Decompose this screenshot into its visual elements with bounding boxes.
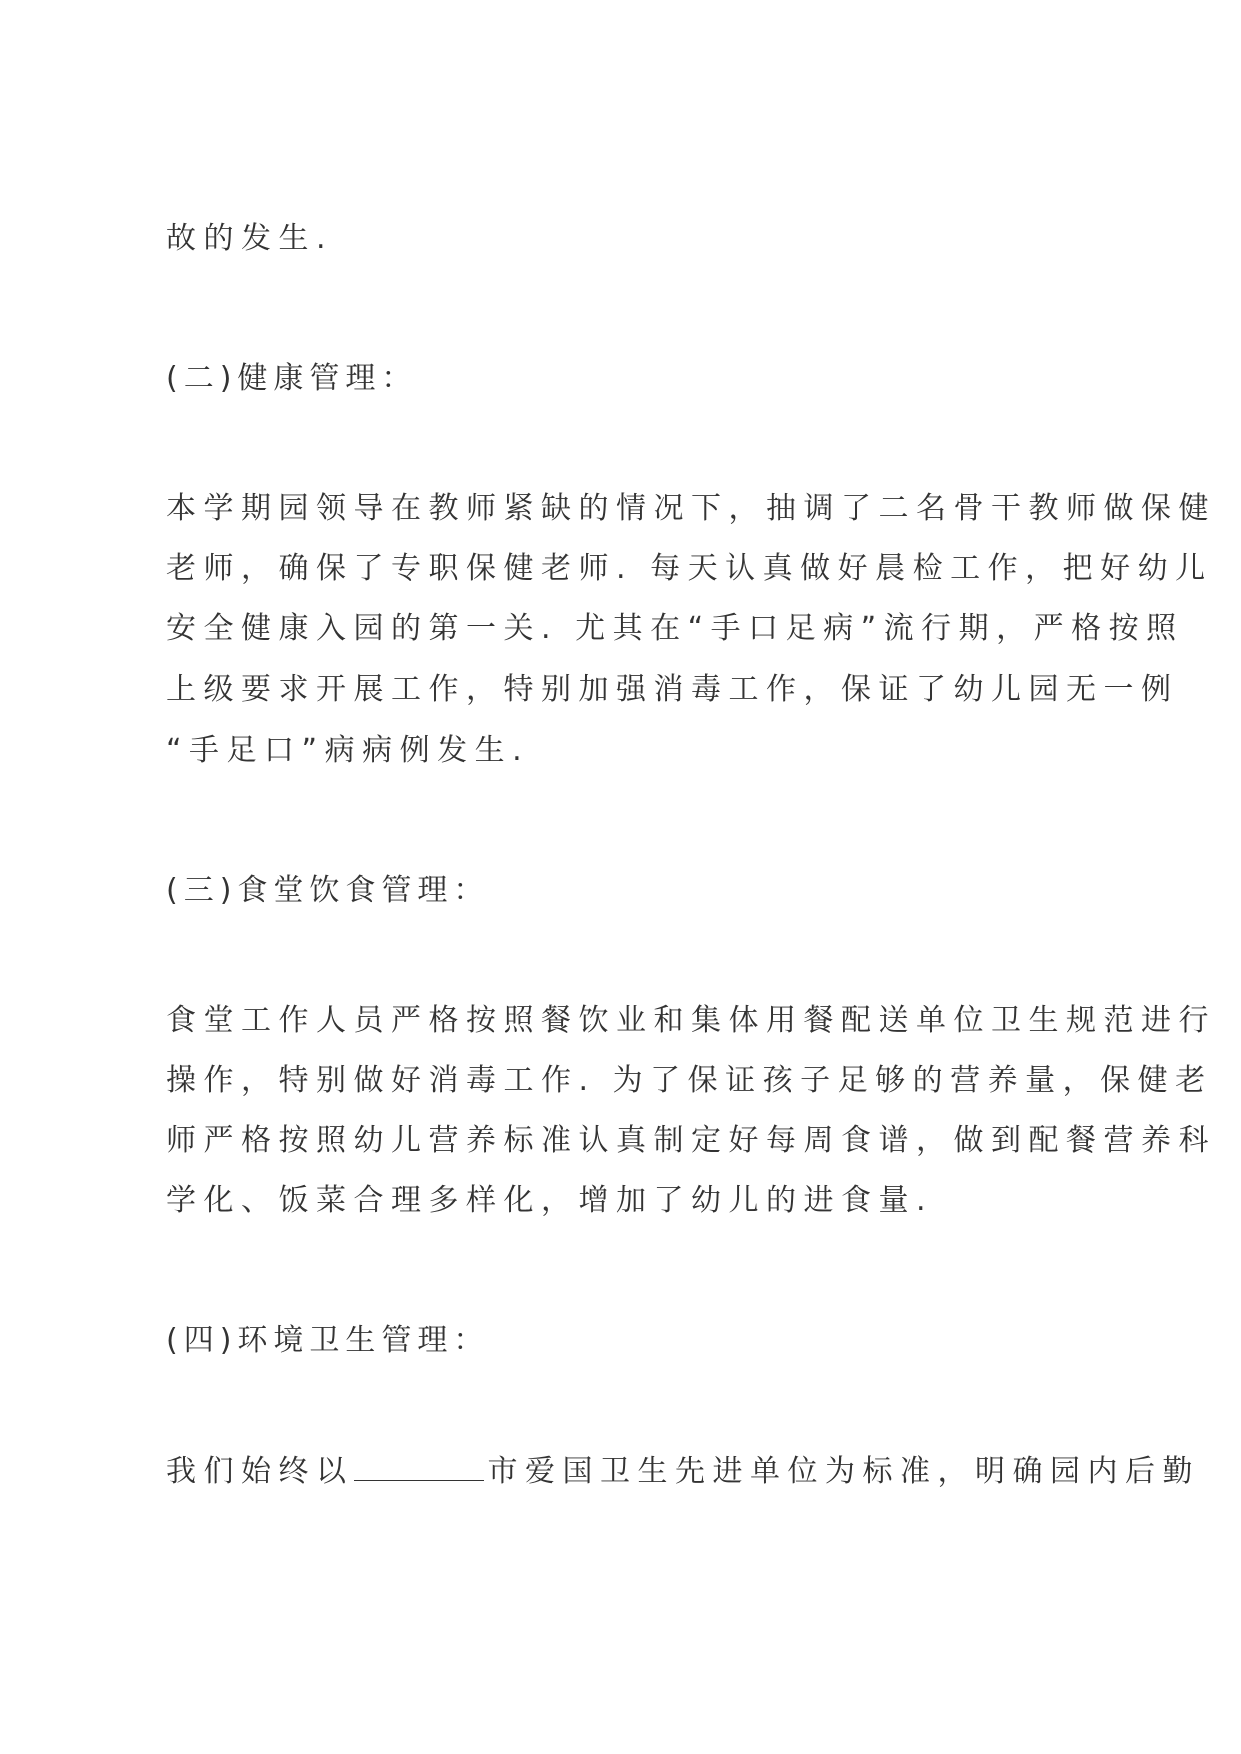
- paragraph-line: 安全健康入园的第一关. 尤其在“手口足病”流行期，严格按照: [166, 611, 1184, 646]
- section-heading-canteen: (三)食堂饮食管理：: [166, 873, 490, 908]
- paragraph-text: 市爱国卫生先进单位为标准，明确园内后勤: [487, 1454, 1200, 1489]
- paragraph-line: 学化、饭菜合理多样化，增加了幼儿的进食量.: [166, 1183, 934, 1218]
- paragraph-line: 老师，确保了专职保健老师. 每天认真做好晨检工作，把好幼儿: [166, 551, 1213, 586]
- paragraph-line: 操作，特别做好消毒工作. 为了保证孩子足够的营养量，保健老: [166, 1063, 1213, 1098]
- paragraph-line: [166, 1454, 1200, 1489]
- paragraph-line: 师严格按照幼儿营养标准认真制定好每周食谱，做到配餐营养科: [166, 1123, 1216, 1158]
- section-heading-health: (二)健康管理：: [166, 361, 418, 396]
- paragraph-line: 故的发生.: [166, 221, 334, 256]
- section-heading-environment: (四)环境卫生管理：: [166, 1323, 490, 1358]
- paragraph-text: 我们始终以: [166, 1454, 354, 1489]
- paragraph-line: 食堂工作人员严格按照餐饮业和集体用餐配送单位卫生规范进行: [166, 1003, 1216, 1038]
- paragraph-line: “手足口”病病例发生.: [166, 733, 530, 768]
- fill-in-blank: [354, 1479, 484, 1481]
- paragraph-line: 本学期园领导在教师紧缺的情况下，抽调了二名骨干教师做保健: [166, 491, 1216, 526]
- paragraph-line: 上级要求开展工作，特别加强消毒工作，保证了幼儿园无一例: [166, 672, 1179, 707]
